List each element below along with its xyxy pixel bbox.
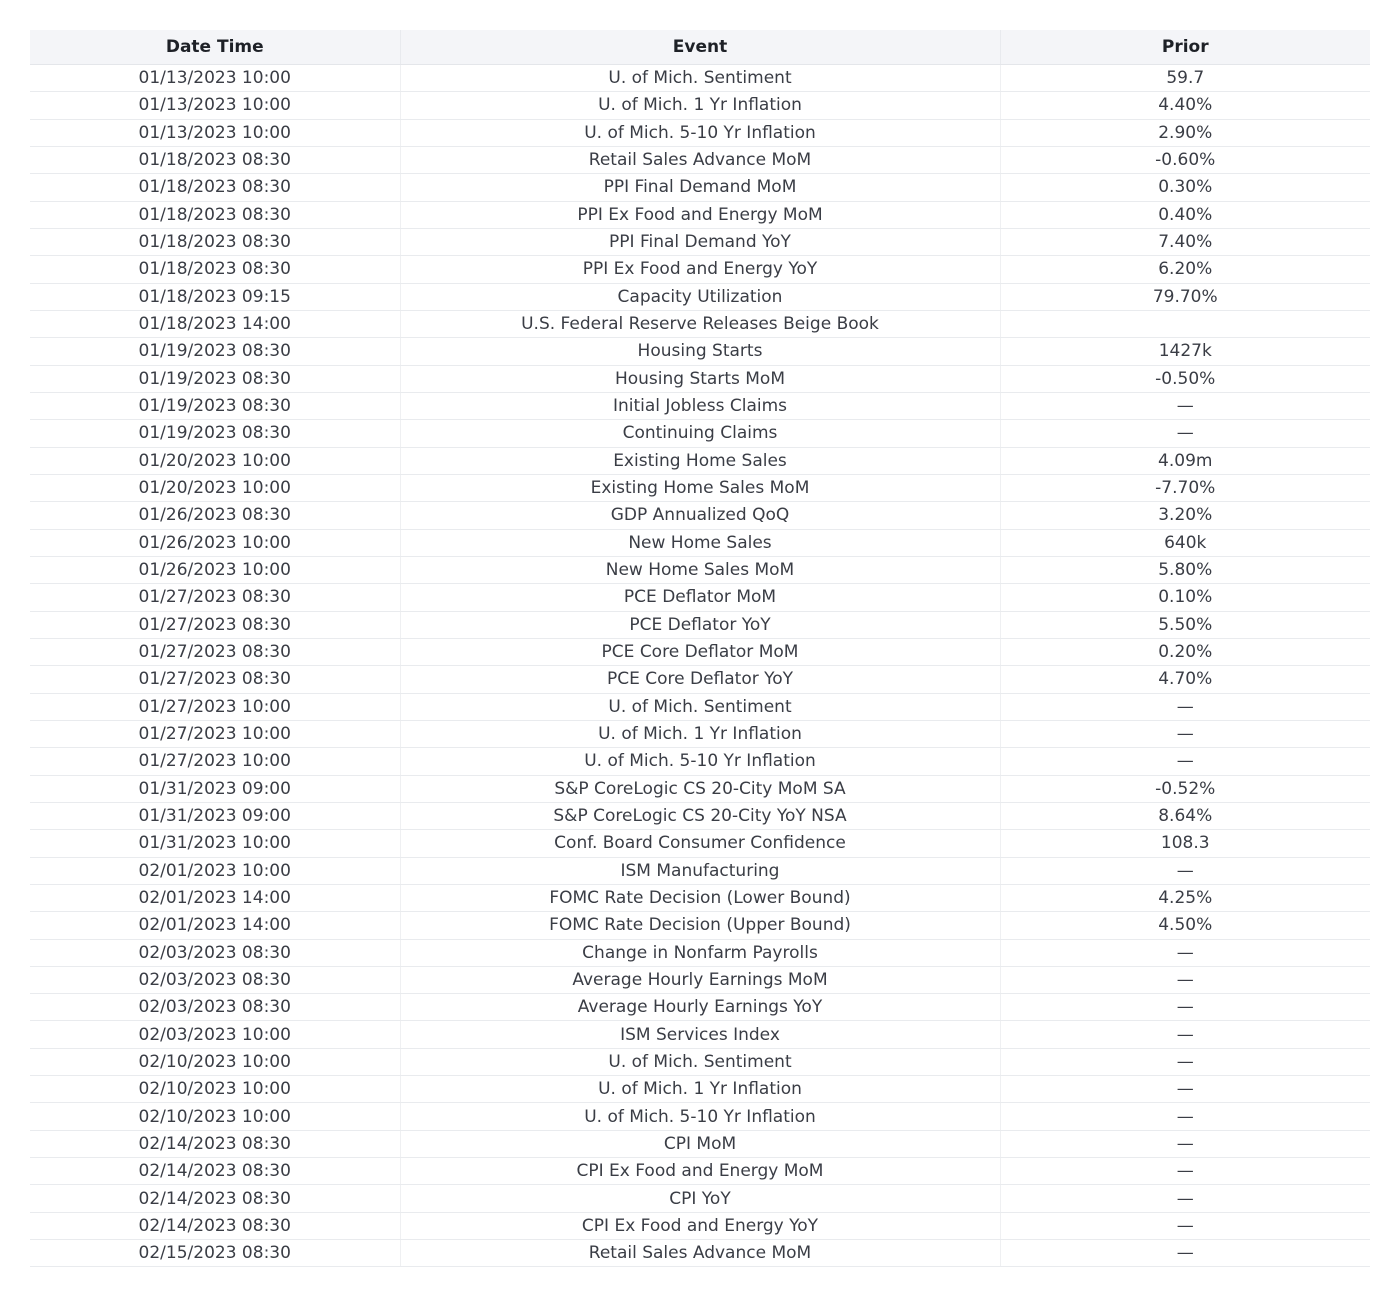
cell-date-time: 02/10/2023 10:00 (30, 1048, 400, 1075)
cell-prior: 640k (1000, 529, 1370, 556)
cell-date-time: 01/13/2023 10:00 (30, 65, 400, 92)
table-row (30, 1130, 1370, 1157)
table-row (30, 884, 1370, 911)
table-row (30, 638, 1370, 665)
cell-event: U. of Mich. 5-10 Yr Inflation (400, 748, 1000, 775)
cell-date-time: 02/10/2023 10:00 (30, 1103, 400, 1130)
cell-event: Conf. Board Consumer Confidence (400, 830, 1000, 857)
cell-event: CPI Ex Food and Energy MoM (400, 1158, 1000, 1185)
cell-date-time: 02/14/2023 08:30 (30, 1130, 400, 1157)
cell-prior: — (1000, 994, 1370, 1021)
cell-prior: 0.30% (1000, 174, 1370, 201)
header-row (30, 30, 1370, 65)
cell-event: ISM Services Index (400, 1021, 1000, 1048)
header-event: Event (400, 30, 1000, 65)
cell-prior: -0.60% (1000, 146, 1370, 173)
table-row (30, 1048, 1370, 1075)
cell-event: Average Hourly Earnings MoM (400, 966, 1000, 993)
cell-prior: — (1000, 693, 1370, 720)
table-header (30, 30, 1370, 65)
cell-event: PCE Deflator YoY (400, 611, 1000, 638)
table-row (30, 912, 1370, 939)
table-row (30, 146, 1370, 173)
cell-prior: -0.52% (1000, 775, 1370, 802)
cell-event: CPI YoY (400, 1185, 1000, 1212)
cell-event: U. of Mich. Sentiment (400, 1048, 1000, 1075)
table-row (30, 693, 1370, 720)
cell-event: U. of Mich. 1 Yr Inflation (400, 1076, 1000, 1103)
cell-date-time: 01/27/2023 10:00 (30, 748, 400, 775)
table-body (30, 65, 1370, 1267)
table-row (30, 611, 1370, 638)
cell-date-time: 02/15/2023 08:30 (30, 1240, 400, 1267)
cell-date-time: 01/27/2023 08:30 (30, 584, 400, 611)
table-row (30, 720, 1370, 747)
cell-event: New Home Sales MoM (400, 556, 1000, 583)
cell-date-time: 01/18/2023 09:15 (30, 283, 400, 310)
table-row (30, 830, 1370, 857)
cell-date-time: 01/27/2023 08:30 (30, 611, 400, 638)
cell-date-time: 01/19/2023 08:30 (30, 392, 400, 419)
cell-event: FOMC Rate Decision (Lower Bound) (400, 884, 1000, 911)
cell-prior: 5.50% (1000, 611, 1370, 638)
table-row (30, 338, 1370, 365)
cell-date-time: 01/27/2023 10:00 (30, 720, 400, 747)
cell-prior: 4.25% (1000, 884, 1370, 911)
cell-prior: — (1000, 420, 1370, 447)
cell-prior: — (1000, 1076, 1370, 1103)
cell-event: FOMC Rate Decision (Upper Bound) (400, 912, 1000, 939)
table-row (30, 420, 1370, 447)
cell-prior: 79.70% (1000, 283, 1370, 310)
cell-event: Change in Nonfarm Payrolls (400, 939, 1000, 966)
table-row (30, 228, 1370, 255)
table-row (30, 310, 1370, 337)
table-row (30, 283, 1370, 310)
table-row (30, 119, 1370, 146)
cell-date-time: 02/10/2023 10:00 (30, 1076, 400, 1103)
table-row (30, 1158, 1370, 1185)
cell-date-time: 02/01/2023 14:00 (30, 884, 400, 911)
header-date-time: Date Time (30, 30, 400, 65)
cell-date-time: 02/14/2023 08:30 (30, 1185, 400, 1212)
cell-prior: 59.7 (1000, 65, 1370, 92)
table-row (30, 65, 1370, 92)
cell-date-time: 01/19/2023 08:30 (30, 420, 400, 447)
cell-event: CPI MoM (400, 1130, 1000, 1157)
table-row (30, 92, 1370, 119)
cell-prior: 8.64% (1000, 802, 1370, 829)
cell-date-time: 01/27/2023 08:30 (30, 666, 400, 693)
table-row (30, 447, 1370, 474)
cell-prior: 4.50% (1000, 912, 1370, 939)
cell-date-time: 02/03/2023 08:30 (30, 939, 400, 966)
cell-date-time: 02/03/2023 08:30 (30, 966, 400, 993)
table-row (30, 994, 1370, 1021)
cell-event: ISM Manufacturing (400, 857, 1000, 884)
cell-event: Initial Jobless Claims (400, 392, 1000, 419)
cell-event: Housing Starts (400, 338, 1000, 365)
table-row (30, 256, 1370, 283)
cell-prior: -7.70% (1000, 474, 1370, 501)
table-row (30, 174, 1370, 201)
cell-prior: — (1000, 392, 1370, 419)
cell-event: New Home Sales (400, 529, 1000, 556)
cell-date-time: 01/26/2023 08:30 (30, 502, 400, 529)
cell-prior: — (1000, 720, 1370, 747)
cell-event: Capacity Utilization (400, 283, 1000, 310)
cell-prior: 5.80% (1000, 556, 1370, 583)
cell-event: PPI Final Demand YoY (400, 228, 1000, 255)
cell-date-time: 01/13/2023 10:00 (30, 119, 400, 146)
cell-event: Housing Starts MoM (400, 365, 1000, 392)
table-row (30, 1021, 1370, 1048)
cell-prior: — (1000, 1158, 1370, 1185)
cell-date-time: 01/13/2023 10:00 (30, 92, 400, 119)
cell-event: PPI Final Demand MoM (400, 174, 1000, 201)
cell-event: S&P CoreLogic CS 20-City YoY NSA (400, 802, 1000, 829)
cell-prior: 0.40% (1000, 201, 1370, 228)
cell-prior: — (1000, 1240, 1370, 1267)
cell-prior: -0.50% (1000, 365, 1370, 392)
table-row (30, 666, 1370, 693)
cell-event: U. of Mich. 5-10 Yr Inflation (400, 1103, 1000, 1130)
cell-date-time: 01/19/2023 08:30 (30, 338, 400, 365)
cell-prior: — (1000, 1103, 1370, 1130)
cell-prior: 4.70% (1000, 666, 1370, 693)
table-row (30, 474, 1370, 501)
cell-date-time: 02/14/2023 08:30 (30, 1212, 400, 1239)
cell-event: Continuing Claims (400, 420, 1000, 447)
cell-prior: 108.3 (1000, 830, 1370, 857)
cell-prior: — (1000, 1185, 1370, 1212)
cell-prior: 0.20% (1000, 638, 1370, 665)
cell-prior: — (1000, 939, 1370, 966)
table-row (30, 748, 1370, 775)
cell-date-time: 01/26/2023 10:00 (30, 529, 400, 556)
economic-calendar (30, 30, 1370, 1267)
economic-calendar-table (30, 30, 1370, 1267)
cell-prior: 7.40% (1000, 228, 1370, 255)
table-row (30, 201, 1370, 228)
cell-date-time: 01/27/2023 08:30 (30, 638, 400, 665)
cell-event: U. of Mich. Sentiment (400, 693, 1000, 720)
cell-event: Existing Home Sales (400, 447, 1000, 474)
cell-date-time: 01/19/2023 08:30 (30, 365, 400, 392)
cell-event: PCE Deflator MoM (400, 584, 1000, 611)
table-row (30, 1185, 1370, 1212)
cell-prior: — (1000, 1048, 1370, 1075)
cell-event: S&P CoreLogic CS 20-City MoM SA (400, 775, 1000, 802)
cell-prior: — (1000, 1212, 1370, 1239)
cell-event: U. of Mich. 1 Yr Inflation (400, 92, 1000, 119)
cell-date-time: 01/27/2023 10:00 (30, 693, 400, 720)
table-row (30, 857, 1370, 884)
header-prior: Prior (1000, 30, 1370, 65)
cell-prior: 4.09m (1000, 447, 1370, 474)
cell-date-time: 01/18/2023 08:30 (30, 174, 400, 201)
table-row (30, 392, 1370, 419)
cell-event: Existing Home Sales MoM (400, 474, 1000, 501)
cell-date-time: 02/03/2023 10:00 (30, 1021, 400, 1048)
cell-date-time: 01/31/2023 10:00 (30, 830, 400, 857)
cell-event: PPI Ex Food and Energy MoM (400, 201, 1000, 228)
cell-prior: 0.10% (1000, 584, 1370, 611)
table-row (30, 365, 1370, 392)
cell-prior: 1427k (1000, 338, 1370, 365)
cell-event: Retail Sales Advance MoM (400, 1240, 1000, 1267)
cell-prior: — (1000, 748, 1370, 775)
table-row (30, 966, 1370, 993)
cell-date-time: 02/14/2023 08:30 (30, 1158, 400, 1185)
cell-event: PCE Core Deflator YoY (400, 666, 1000, 693)
cell-date-time: 01/18/2023 08:30 (30, 256, 400, 283)
cell-prior: 3.20% (1000, 502, 1370, 529)
cell-prior: 4.40% (1000, 92, 1370, 119)
cell-date-time: 01/31/2023 09:00 (30, 775, 400, 802)
cell-date-time: 01/31/2023 09:00 (30, 802, 400, 829)
table-row (30, 529, 1370, 556)
cell-date-time: 01/26/2023 10:00 (30, 556, 400, 583)
cell-event: U. of Mich. 5-10 Yr Inflation (400, 119, 1000, 146)
cell-date-time: 01/18/2023 08:30 (30, 228, 400, 255)
cell-event: Retail Sales Advance MoM (400, 146, 1000, 173)
table-row (30, 939, 1370, 966)
table-row (30, 1076, 1370, 1103)
cell-event: PCE Core Deflator MoM (400, 638, 1000, 665)
cell-date-time: 02/01/2023 10:00 (30, 857, 400, 884)
cell-prior: — (1000, 857, 1370, 884)
cell-event: Average Hourly Earnings YoY (400, 994, 1000, 1021)
cell-event: PPI Ex Food and Energy YoY (400, 256, 1000, 283)
table-row (30, 584, 1370, 611)
table-row (30, 802, 1370, 829)
cell-prior: — (1000, 1021, 1370, 1048)
table-row (30, 775, 1370, 802)
cell-prior: — (1000, 966, 1370, 993)
cell-date-time: 01/20/2023 10:00 (30, 474, 400, 501)
cell-event: U. of Mich. 1 Yr Inflation (400, 720, 1000, 747)
cell-date-time: 01/20/2023 10:00 (30, 447, 400, 474)
cell-date-time: 02/01/2023 14:00 (30, 912, 400, 939)
cell-event: GDP Annualized QoQ (400, 502, 1000, 529)
cell-prior: — (1000, 1130, 1370, 1157)
cell-date-time: 02/03/2023 08:30 (30, 994, 400, 1021)
cell-event: CPI Ex Food and Energy YoY (400, 1212, 1000, 1239)
cell-prior: 6.20% (1000, 256, 1370, 283)
cell-date-time: 01/18/2023 08:30 (30, 146, 400, 173)
table-row (30, 502, 1370, 529)
cell-prior: 2.90% (1000, 119, 1370, 146)
cell-date-time: 01/18/2023 08:30 (30, 201, 400, 228)
table-row (30, 1212, 1370, 1239)
table-row (30, 1103, 1370, 1130)
table-row (30, 1240, 1370, 1267)
cell-event: U. of Mich. Sentiment (400, 65, 1000, 92)
cell-date-time: 01/18/2023 14:00 (30, 310, 400, 337)
cell-event: U.S. Federal Reserve Releases Beige Book (400, 310, 1000, 337)
table-row (30, 556, 1370, 583)
cell-prior (1000, 310, 1370, 337)
